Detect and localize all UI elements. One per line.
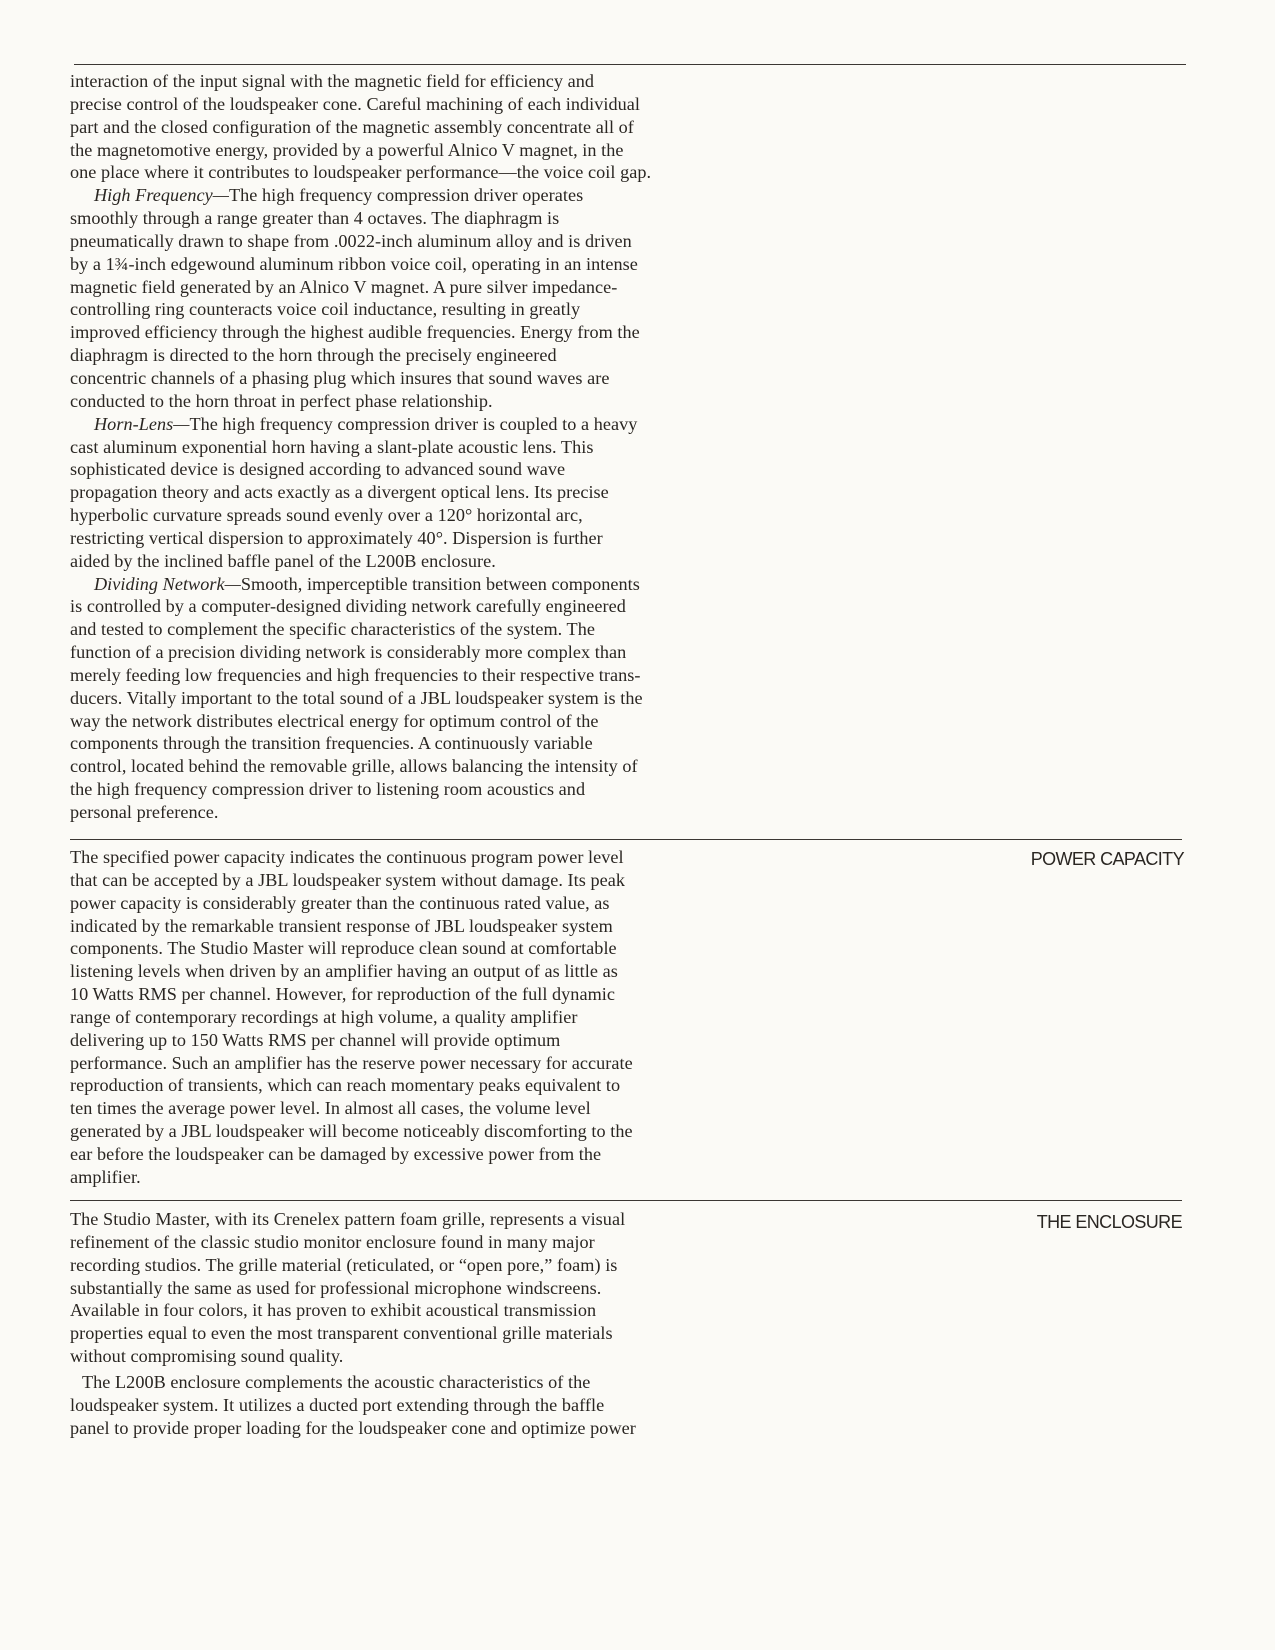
power-capacity-heading: POWER CAPACITY [1030, 849, 1184, 869]
text-line: generated by a JBL loudspeaker will become noticeably discomforting to the [70, 1121, 633, 1142]
text-line: control, located behind the removable grille, allows balancing the intensity of [70, 756, 638, 777]
high-frequency-paragraph [70, 184, 790, 412]
text-line: function of a precision dividing network is considerably more complex than [70, 642, 627, 663]
text-line: range of contemporary recordings at high volume, a quality amplifier [70, 1006, 578, 1027]
text-line: properties equal to even the most transparent conventional grille materials [70, 1323, 613, 1344]
enclosure-text [70, 1208, 790, 1439]
text-line: magnetic field generated by an Alnico V magnet. A pure silver impedance- [70, 276, 618, 297]
intro-paragraph [70, 70, 790, 184]
text-line: refinement of the classic studio monitor enclosure found in many major [70, 1231, 595, 1252]
text-line [70, 413, 790, 436]
text-line: that can be accepted by a JBL loudspeaker system without damage. Its peak [70, 869, 625, 890]
text-line: ducers. Vitally important to the total sound of a JBL loudspeaker system is the [70, 687, 643, 708]
text-line: without compromising sound quality. [70, 1346, 344, 1367]
text-line: precise control of the loudspeaker cone. Careful machining of each individual [70, 93, 640, 114]
power-capacity-paragraph [70, 846, 790, 1189]
text-line: Available in four colors, it has proven to exhibit acoustical transmission [70, 1300, 597, 1321]
text-line: amplifier. [70, 1166, 141, 1187]
text-line: part and the closed configuration of the magnetic assembly concentrate all of [70, 116, 634, 137]
text-line: components. The Studio Master will reproduce clean sound at comfortable [70, 938, 617, 959]
text-line: way the network distributes electrical energy for optimum control of the [70, 710, 599, 731]
text-line: propagation theory and acts exactly as a divergent optical lens. Its precise [70, 482, 609, 503]
text-line: sophisticated device is designed according to advanced sound wave [70, 459, 566, 480]
text-line: delivering up to 150 Watts RMS per channel will provide optimum [70, 1029, 561, 1050]
text-line: reproduction of transients, which can reach momentary peaks equivalent to [70, 1075, 621, 1096]
text-line: ten times the average power level. In almost all cases, the volume level [70, 1098, 591, 1119]
text-line: substantially the same as used for professional microphone windscreens. [70, 1277, 602, 1298]
text-line: The Studio Master, with its Crenelex pattern foam grille, represents a visual [70, 1209, 626, 1229]
text-line: listening levels when driven by an amplifier having an output of as little as [70, 961, 618, 982]
text-line: The specified power capacity indicates the continuous program power level [70, 847, 624, 867]
text-line [70, 573, 790, 596]
text-line: concentric channels of a phasing plug which insures that sound waves are [70, 367, 610, 388]
text-line: power capacity is considerably greater than the continuous rated value, as [70, 892, 610, 913]
text-line: loudspeaker system. It utilizes a ducted port extending through the baffle [70, 1394, 605, 1415]
text-line: 10 Watts RMS per channel. However, for reproduction of the full dynamic [70, 984, 615, 1005]
text-line: cast aluminum exponential horn having a slant-plate acoustic lens. This [70, 436, 594, 457]
section-rule-power-capacity [70, 839, 1182, 840]
text-line: recording studios. The grille material (reticulated, or “open pore,” foam) is [70, 1254, 618, 1275]
text-line: is controlled by a computer-designed dividing network carefully engineered [70, 596, 626, 617]
components-text [70, 70, 790, 824]
dividing-network-paragraph [70, 573, 790, 824]
text-line-content: The high frequency compression driver is coupled to a heavy [189, 413, 638, 434]
text-line: performance. Such an amplifier has the reserve power necessary for accurate [70, 1052, 633, 1073]
text-line-content: The high frequency compression driver operates [228, 185, 584, 206]
high-frequency-label: High Frequency— [94, 185, 229, 206]
enclosure-heading: THE ENCLOSURE [1036, 1212, 1182, 1232]
text-line: panel to provide proper loading for the loudspeaker cone and optimize power [70, 1417, 636, 1438]
horn-lens-label: Horn-Lens— [94, 413, 190, 434]
text-line: the high frequency compression driver to listening room acoustics and [70, 779, 586, 800]
text-line: by a 1¾-inch edgewound aluminum ribbon voice coil, operating in an intense [70, 253, 638, 274]
text-line: components through the transition frequencies. A continuously variable [70, 733, 593, 754]
text-line: ear before the loudspeaker can be damaged by excessive power from the [70, 1143, 602, 1164]
section-rule-enclosure [70, 1200, 1182, 1201]
top-rule [74, 64, 1186, 65]
power-capacity-text [70, 846, 790, 1189]
text-line: conducted to the horn throat in perfect phase relationship. [70, 390, 493, 411]
enclosure-paragraph-2 [70, 1371, 790, 1440]
text-line: personal preference. [70, 802, 219, 822]
text-line: aided by the inclined baffle panel of the L200B enclosure. [70, 550, 496, 571]
text-line: controlling ring counteracts voice coil inductance, resulting in greatly [70, 299, 581, 320]
text-line: the magnetomotive energy, provided by a powerful Alnico V magnet, in the [70, 139, 624, 160]
text-line: The L200B enclosure complements the acoustic characteristics of the [82, 1371, 591, 1392]
text-line: pneumatically drawn to shape from .0022-inch aluminum alloy and is driven [70, 230, 632, 251]
text-line [70, 184, 790, 207]
text-line: and tested to complement the specific characteristics of the system. The [70, 619, 595, 640]
text-line: improved efficiency through the highest audible frequencies. Energy from the [70, 322, 640, 343]
text-line: interaction of the input signal with the magnetic field for efficiency and [70, 71, 595, 91]
horn-lens-paragraph [70, 413, 790, 573]
text-line: merely feeding low frequencies and high frequencies to their respective trans- [70, 664, 641, 685]
text-line: one place where it contributes to loudspeaker performance—the voice coil gap. [70, 162, 652, 183]
dividing-network-label: Dividing Network— [94, 573, 241, 594]
text-line: hyperbolic curvature spreads sound evenly over a 120° horizontal arc, [70, 505, 583, 526]
text-line: indicated by the remarkable transient response of JBL loudspeaker system [70, 915, 613, 936]
text-line: diaphragm is directed to the horn through the precisely engineered [70, 345, 557, 366]
text-line: smoothly through a range greater than 4 octaves. The diaphragm is [70, 208, 560, 229]
text-line-content: Smooth, imperceptible transition between components [240, 573, 640, 594]
enclosure-paragraph-1 [70, 1208, 790, 1368]
text-line: restricting vertical dispersion to approximately 40°. Dispersion is further [70, 527, 603, 548]
